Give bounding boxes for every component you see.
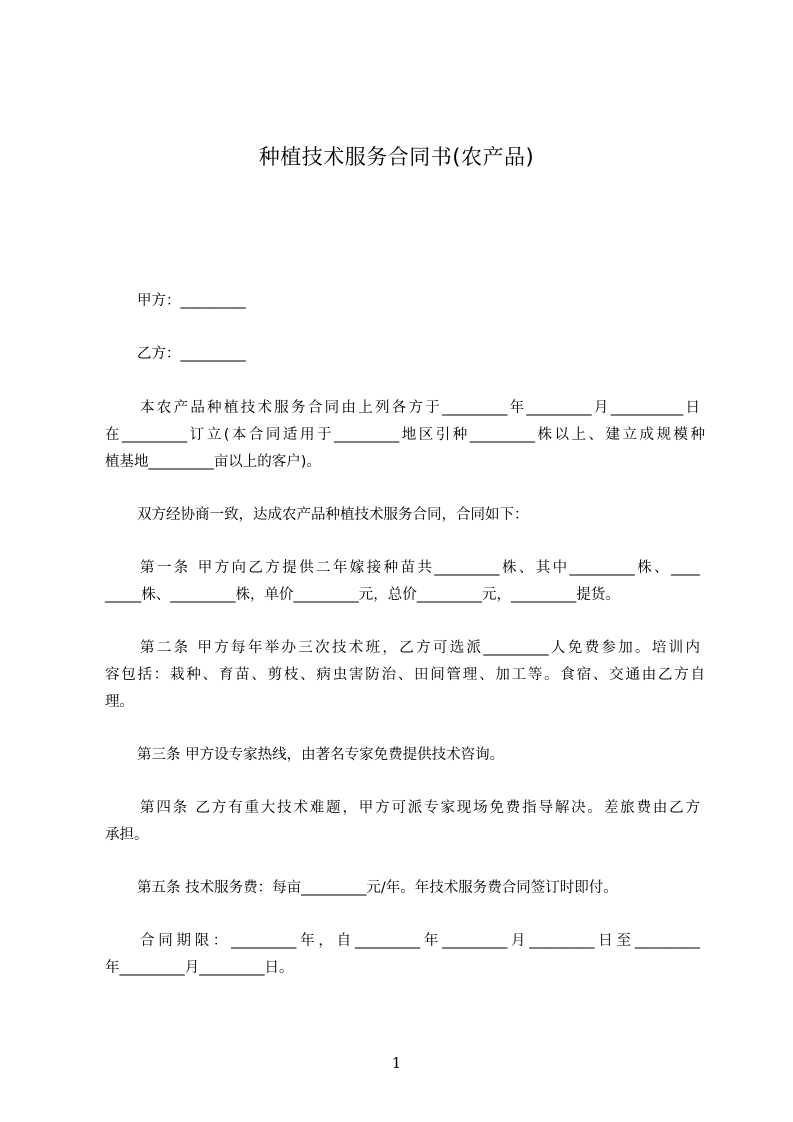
term-line-2: 年_________月_________日。 — [105, 960, 294, 976]
document-title: 种植技术服务合同书(农产品) — [258, 145, 535, 169]
article2-line-3: 理。 — [105, 694, 134, 710]
article1-line-2: _____株、_________株，单价_________元，总价_________元，_________提货。 — [105, 587, 620, 603]
page-number: 1 — [391, 1054, 402, 1072]
party-a-line: 甲方：_________ — [137, 293, 246, 309]
article3-line: 第三条 甲方设专家热线，由著名专家免费提供技术咨询。 — [137, 747, 505, 763]
article2-line-1: 第二条 甲方每年举办三次技术班，乙方可选派_________人免费参加。培训内 — [140, 640, 700, 656]
intro-line-2: 在_________订立(本合同适用于_________地区引种_________株以上、建立成规模种 — [105, 427, 705, 443]
intro-line-1: 本农产品种植技术服务合同由上列各方于_________年_________月__________日 — [140, 400, 700, 416]
article5-line: 第五条 技术服务费：每亩_________元/年。年技术服务费合同签订时即付。 — [137, 880, 618, 896]
agreement-line: 双方经协商一致，达成农产品种植技术服务合同，合同如下： — [137, 507, 529, 523]
intro-line-3: 植基地_________亩以上的客户)。 — [105, 454, 321, 470]
article4-line-2: 承担。 — [105, 827, 149, 843]
party-b-line: 乙方：_________ — [137, 346, 246, 362]
article4-line-1: 第四条 乙方有重大技术难题，甲方可派专家现场免费指导解决。差旅费由乙方 — [140, 800, 700, 816]
article2-line-2: 容包括：栽种、育苗、剪枝、病虫害防治、田间管理、加工等。食宿、交通由乙方自 — [105, 667, 705, 683]
term-line-1: 合同期限：_________年，自_________年_________月_________日至_________ — [140, 933, 700, 949]
article1-line-1: 第一条 甲方向乙方提供二年嫁接种苗共_________株、其中_________株、____ — [140, 560, 700, 576]
